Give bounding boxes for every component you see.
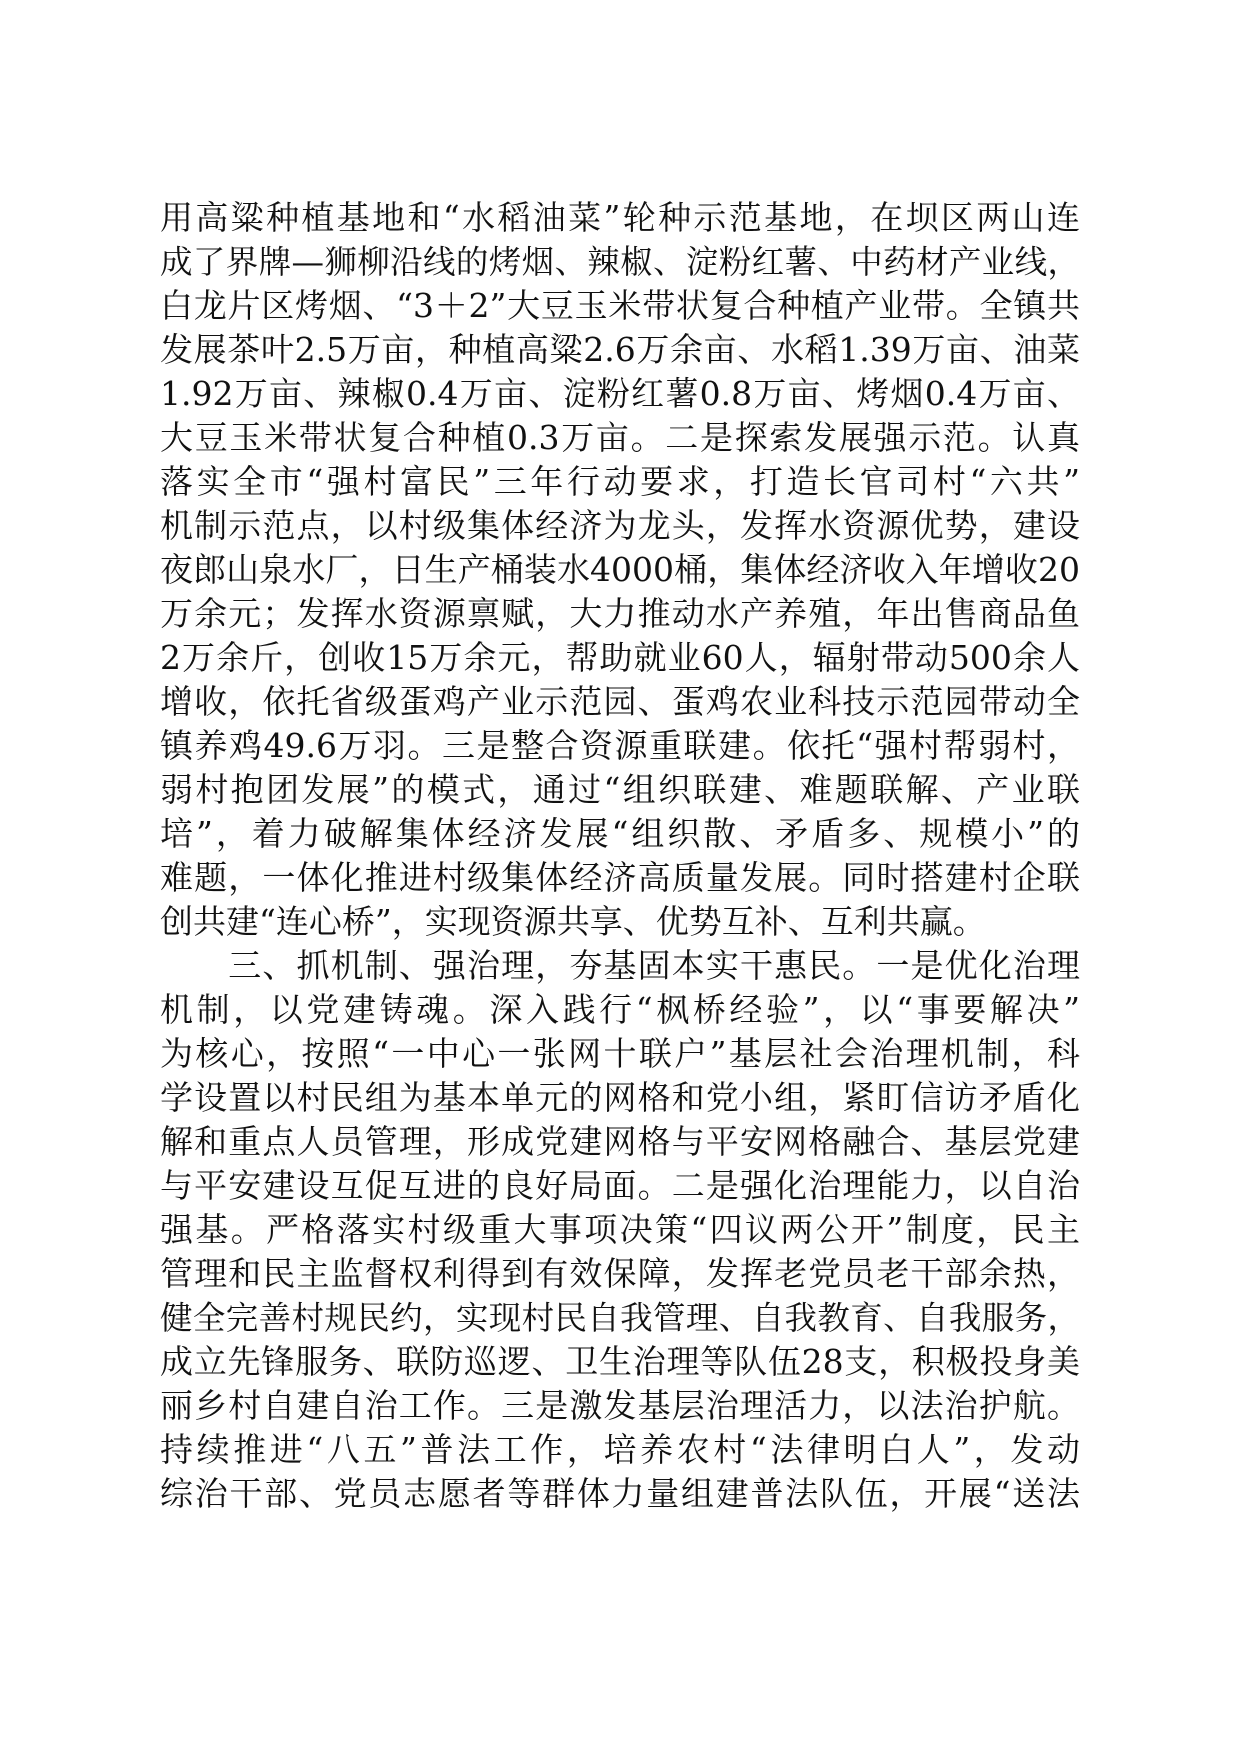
text-line: 培”，着力破解集体经济发展“组织散、矛盾多、规模小”的 (160, 814, 1080, 853)
text-line: 1.92万亩、辣椒0.4万亩、淀粉红薯0.8万亩、烤烟0.4万亩、 (160, 374, 1080, 413)
text-line: 难题，一体化推进村级集体经济高质量发展。同时搭建村企联 (160, 858, 1080, 897)
text-line: 镇养鸡49.6万羽。三是整合资源重联建。依托“强村帮弱村， (160, 726, 1080, 765)
text-line: 万余元；发挥水资源禀赋，大力推动水产养殖，年出售商品鱼 (160, 594, 1080, 633)
text-line: 学设置以村民组为基本单元的网格和党小组，紧盯信访矛盾化 (160, 1078, 1080, 1117)
text-line: 落实全市“强村富民”三年行动要求，打造长官司村“六共” (160, 462, 1080, 501)
text-line: 2万余斤，创收15万余元，帮助就业60人，辐射带动500余人 (160, 638, 1080, 677)
text-line: 白龙片区烤烟、“3＋2”大豆玉米带状复合种植产业带。全镇共 (160, 286, 1080, 325)
text-line: 综治干部、党员志愿者等群体力量组建普法队伍，开展“送法 (160, 1474, 1080, 1513)
text-line: 增收，依托省级蛋鸡产业示范园、蛋鸡农业科技示范园带动全 (160, 682, 1080, 721)
text-line: 弱村抱团发展”的模式，通过“组织联建、难题联解、产业联 (160, 770, 1080, 809)
text-line: 大豆玉米带状复合种植0.3万亩。二是探索发展强示范。认真 (160, 418, 1080, 457)
text-line: 机制示范点，以村级集体经济为龙头，发挥水资源优势，建设 (160, 506, 1080, 545)
text-line: 为核心，按照“一中心一张网十联户”基层社会治理机制，科 (160, 1034, 1080, 1073)
text-line: 管理和民主监督权利得到有效保障，发挥老党员老干部余热， (160, 1254, 1080, 1293)
text-line: 强基。严格落实村级重大事项决策“四议两公开”制度，民主 (160, 1210, 1080, 1249)
text-line: 发展茶叶2.5万亩，种植高粱2.6万余亩、水稻1.39万亩、油菜 (160, 330, 1080, 369)
text-line: 用高粱种植基地和“水稻油菜”轮种示范基地，在坝区两山连 (160, 198, 1080, 237)
text-line: 三、抓机制、强治理，夯基固本实干惠民。一是优化治理 (160, 946, 1080, 985)
text-line: 创共建“连心桥”，实现资源共享、优势互补、互利共赢。 (160, 902, 986, 941)
text-line: 与平安建设互促互进的良好局面。二是强化治理能力，以自治 (160, 1166, 1080, 1205)
text-line: 丽乡村自建自治工作。三是激发基层治理活力，以法治护航。 (160, 1386, 1080, 1425)
text-line: 成立先锋服务、联防巡逻、卫生治理等队伍28支，积极投身美 (160, 1342, 1080, 1381)
text-line: 成了界牌—狮柳沿线的烤烟、辣椒、淀粉红薯、中药材产业线， (160, 243, 1080, 281)
text-line: 夜郎山泉水厂，日生产桶装水4000桶，集体经济收入年增收20 (160, 550, 1080, 589)
text-line: 持续推进“八五”普法工作，培养农村“法律明白人”，发动 (160, 1430, 1080, 1469)
text-line: 健全完善村规民约，实现村民自我管理、自我教育、自我服务， (160, 1299, 1080, 1337)
text-line: 解和重点人员管理，形成党建网格与平安网格融合、基层党建 (160, 1122, 1080, 1161)
body-text (160, 196, 1080, 1516)
text-line: 机制，以党建铸魂。深入践行“枫桥经验”，以“事要解决” (160, 990, 1080, 1029)
